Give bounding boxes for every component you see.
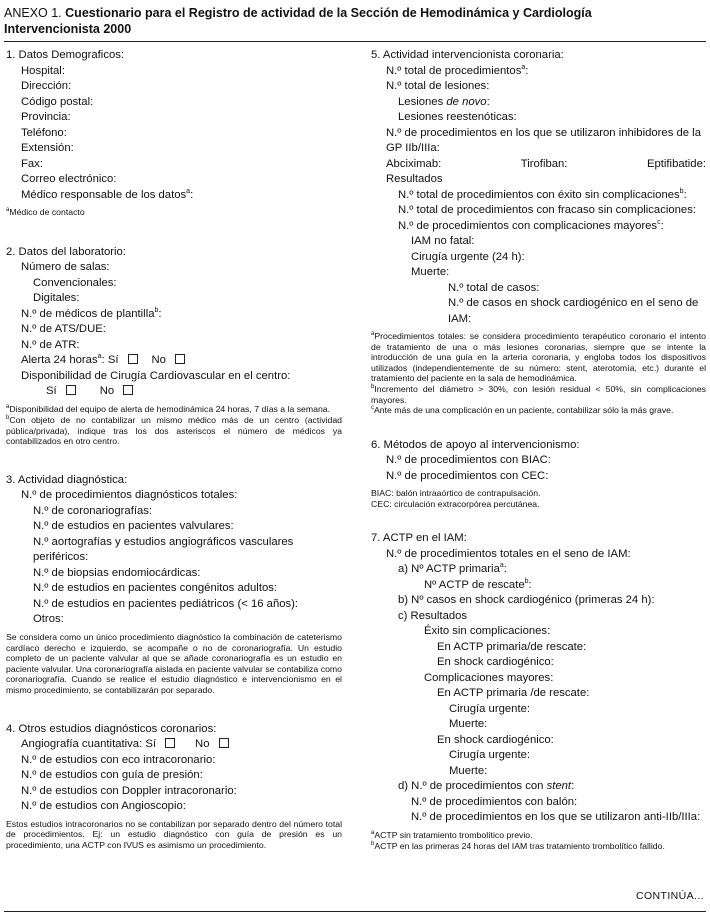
- footnote: $^b$Incremento del diámetro > 30%, con lesión residual < 50%, sin complicaciones mayores.: [371, 383, 706, 405]
- field-label: Convencionales:: [33, 276, 117, 289]
- field-label: b) Nº casos en shock cardiogénico (primeras 24 h):: [398, 594, 655, 607]
- section-heading: 7. ACTP en el IAM:: [371, 532, 467, 545]
- field-label: N.º de estudios con Angioscopio:: [21, 800, 186, 813]
- checkbox-si[interactable]: [128, 354, 138, 364]
- section-heading: 3. Actividad diagnóstica:: [6, 473, 128, 486]
- field-label: Lesiones de novo:: [398, 95, 490, 108]
- field-label: N.º de procedimientos en los que se utilizaron anti-IIb/IIIa:: [411, 811, 701, 824]
- checkbox-no[interactable]: [219, 738, 229, 748]
- checkbox-si[interactable]: [66, 385, 76, 395]
- right-column: [371, 48, 706, 869]
- field-label: N.º de ATR:: [21, 338, 80, 351]
- field-label: Tirofiban:: [520, 157, 568, 170]
- field-label: N.º de biopsias endomiocárdicas:: [33, 566, 201, 579]
- field-label: Abciximab:: [386, 157, 442, 170]
- field-label: Provincia:: [21, 111, 71, 123]
- field-label: N.º de estudios con Doppler intracoronario:: [21, 784, 237, 797]
- section-4: [6, 722, 342, 851]
- field-label: En shock cardiogénico:: [437, 733, 554, 746]
- field-label: N.º de procedimientos en los que se utilizaron inhibidores de la: [386, 126, 701, 139]
- footnote: $^a$ACTP sin tratamiento trombolítico previo.: [371, 829, 533, 840]
- footnote: $^b$Con objeto de no contabilizar un mismo médico más de un centro (actividad pública/privada), indique tras los dos asteriscos el número de médicos ya contabilizados en otro centro.: [6, 415, 342, 447]
- section-7: [371, 531, 706, 851]
- field-label: N.º aortografías y estudios angiográficos vasculares: [33, 535, 294, 548]
- alerta-row: Alerta 24 horas$^a$: Sí No: [6, 353, 342, 369]
- footnote: $^b$ACTP en las primeras 24 horas del IAM tras tratamiento trombolítico fallido.: [371, 840, 665, 851]
- field-label: Digitales:: [33, 292, 80, 305]
- field-label: N.º de procedimientos diagnósticos totales:: [21, 489, 238, 502]
- footnote: $^a$Procedimientos totales: se considera procedimiento terapéutico coronario el intento de tratamiento de una o más lesiones coronarias, siempre que se intente la introducción de una guía en la arteria coronaria, y engloba todos los dispositivos utilizados (independientemente de su número: stent, aterotomía, etc.) durante el tratamiento del paciente en la sala de hemodinámica.: [371, 331, 706, 384]
- field-label: N.º de procedimientos totales en el seno de IAM:: [386, 547, 631, 560]
- field-label: N.º de coronariografías:: [33, 504, 153, 517]
- top-rule: [4, 41, 706, 42]
- annex-title-line1: Cuestionario para el Registro de actividad de la Sección de Hemodinámica y Cardiología: [65, 6, 592, 20]
- footnote: $^a$Médico de contacto: [6, 207, 85, 217]
- annex-title-line2: Intervencionista 2000: [4, 22, 132, 36]
- field-label: Número de salas:: [21, 261, 110, 274]
- footnote: BIAC: balón intraaórtico de contrapulsación.: [371, 488, 541, 499]
- field-label: N.º de estudios en pacientes valvulares:: [33, 520, 234, 533]
- field-label: Nº ACTP de rescate$^b$:: [424, 578, 532, 591]
- footnote: Estos estudios intracoronarios no se contabilizan por separado dentro del número total de procedimientos. Ej: un estudio diagnóstico con guía de presión es un procedimiento, una ACTP con IVUS es asimismo un procedimiento.: [6, 818, 342, 850]
- field-label: N.º de casos en shock cardiogénico en el seno de: [448, 297, 699, 309]
- bottom-rule: [4, 911, 706, 912]
- section-6: [371, 438, 706, 510]
- field-label: N.º de procedimientos con complicaciones mayores$^c$:: [398, 218, 664, 232]
- field-label: En ACTP primaria /de rescate:: [437, 687, 590, 700]
- field-label: Cirugía urgente (24 h):: [411, 250, 525, 263]
- field-label: Correo electrónico:: [21, 173, 117, 185]
- field-label: N.º de estudios con eco intracoronario:: [21, 753, 216, 766]
- field-label: En shock cardiogénico:: [437, 656, 554, 669]
- field-label: Resultados: [386, 173, 443, 185]
- field-label: N.º de médicos de plantilla$^b$:: [21, 306, 162, 320]
- field-label: c) Resultados: [398, 609, 468, 622]
- field-label: a) Nº ACTP primaria$^a$:: [398, 562, 507, 576]
- left-column: [6, 48, 342, 868]
- checkbox-si[interactable]: [165, 738, 175, 748]
- field-label: Disponibilidad de Cirugía Cardiovascular en el centro:: [21, 369, 291, 382]
- field-label: Muerte:: [449, 764, 488, 777]
- section-heading: 4. Otros estudios diagnósticos coronarios:: [6, 722, 217, 735]
- field-label: Lesiones reestenóticas:: [398, 111, 517, 123]
- checkbox-no[interactable]: [175, 354, 185, 364]
- field-label: N.º de procedimientos con balón:: [411, 795, 578, 808]
- field-label: N.º total de lesiones:: [386, 80, 490, 92]
- field-label: Muerte:: [411, 266, 450, 278]
- footnote: CEC: circulación extracorpórea percutánea.: [371, 498, 540, 509]
- section-heading: 5. Actividad intervencionista coronaria:: [371, 49, 564, 61]
- field-label: N.º de estudios con guía de presión:: [21, 769, 203, 782]
- field-label: Código postal:: [21, 95, 94, 108]
- field-label: N.º total de casos:: [448, 281, 540, 294]
- field-label: N.º total de procedimientos con éxito sin complicaciones$^b$:: [398, 187, 687, 201]
- field-label: IAM no fatal:: [411, 235, 475, 247]
- field-label: Complicaciones mayores:: [424, 671, 554, 684]
- field-label: Cirugía urgente:: [449, 702, 531, 715]
- annex-label: ANEXO 1.: [4, 6, 62, 20]
- field-label: Éxito sin complicaciones:: [424, 625, 551, 638]
- footnote: Se considera como un único procedimiento diagnóstico la combinación de cateterismo cardíaco derecho e izquierdo, se acompañe o no de coronariografía. Un estudio completo de un paciente valvular al que se añade coronariografía es un estudio en paciente valvular. Una coronariografía aislada en paciente valvular se contabiliza como coronariografía. Cuando se realice el estudio diagnóstico e intervencionismo en el mismo procedimiento, se contabilizarán por separado.: [6, 631, 342, 695]
- field-label: Dirección:: [21, 80, 72, 92]
- field-label: Médico responsable de los datos$^a$:: [21, 187, 194, 201]
- inhibitors-row: [371, 157, 706, 173]
- footnote: $^a$Disponibilidad del equipo de alerta de hemodinámica 24 horas, 7 días a la semana.: [6, 403, 331, 414]
- section-2: [6, 245, 342, 447]
- footnote: $^c$Ante más de una complicación en un paciente, contabilizar sólo la más grave.: [371, 405, 674, 416]
- field-label: Teléfono:: [21, 126, 67, 139]
- field-label: N.º de estudios en pacientes pediátricos (< 16 años):: [33, 597, 299, 610]
- field-label: N.º de estudios en pacientes congénitos adultos:: [33, 582, 278, 595]
- field-label: Muerte:: [449, 718, 488, 731]
- field-label: Cirugía urgente:: [449, 749, 531, 762]
- annex-title: [4, 5, 704, 37]
- section-heading: 6. Métodos de apoyo al intervencionismo:: [371, 438, 580, 451]
- section-1: [6, 48, 342, 218]
- field-label: periféricos:: [33, 551, 89, 564]
- field-label: En ACTP primaria/de rescate:: [437, 640, 587, 653]
- field-label: Fax:: [21, 157, 43, 170]
- field-label: GP IIb/IIIa:: [386, 142, 440, 154]
- field-label: Extensión:: [21, 142, 74, 154]
- field-label: N.º de ATS/DUE:: [21, 323, 106, 336]
- field-label: N.º de procedimientos con BIAC:: [386, 454, 551, 467]
- field-label: N.º total de procedimientos con fracaso sin complicaciones:: [398, 204, 696, 216]
- section-3: [6, 473, 342, 696]
- continues-label: CONTINÚA...: [636, 890, 704, 902]
- field-label: d) N.º de procedimientos con stent:: [398, 780, 575, 793]
- field-label: N.º total de procedimientos$^a$:: [386, 63, 529, 77]
- section-heading: 1. Datos Demograficos:: [6, 49, 125, 61]
- field-label: Hospital:: [21, 64, 65, 77]
- field-label: Eptifibatide:: [646, 157, 706, 170]
- field-label: IAM:: [448, 312, 472, 325]
- cirugia-row: Sí No: [6, 384, 342, 400]
- angio-row: Angiografía cuantitativa: Sí No: [6, 737, 342, 753]
- field-label: N.º de procedimientos con CEC:: [386, 469, 549, 482]
- checkbox-no[interactable]: [123, 385, 133, 395]
- field-label: Otros:: [33, 613, 64, 626]
- section-heading: 2. Datos del laboratorio:: [6, 245, 126, 258]
- section-5: [371, 48, 706, 416]
